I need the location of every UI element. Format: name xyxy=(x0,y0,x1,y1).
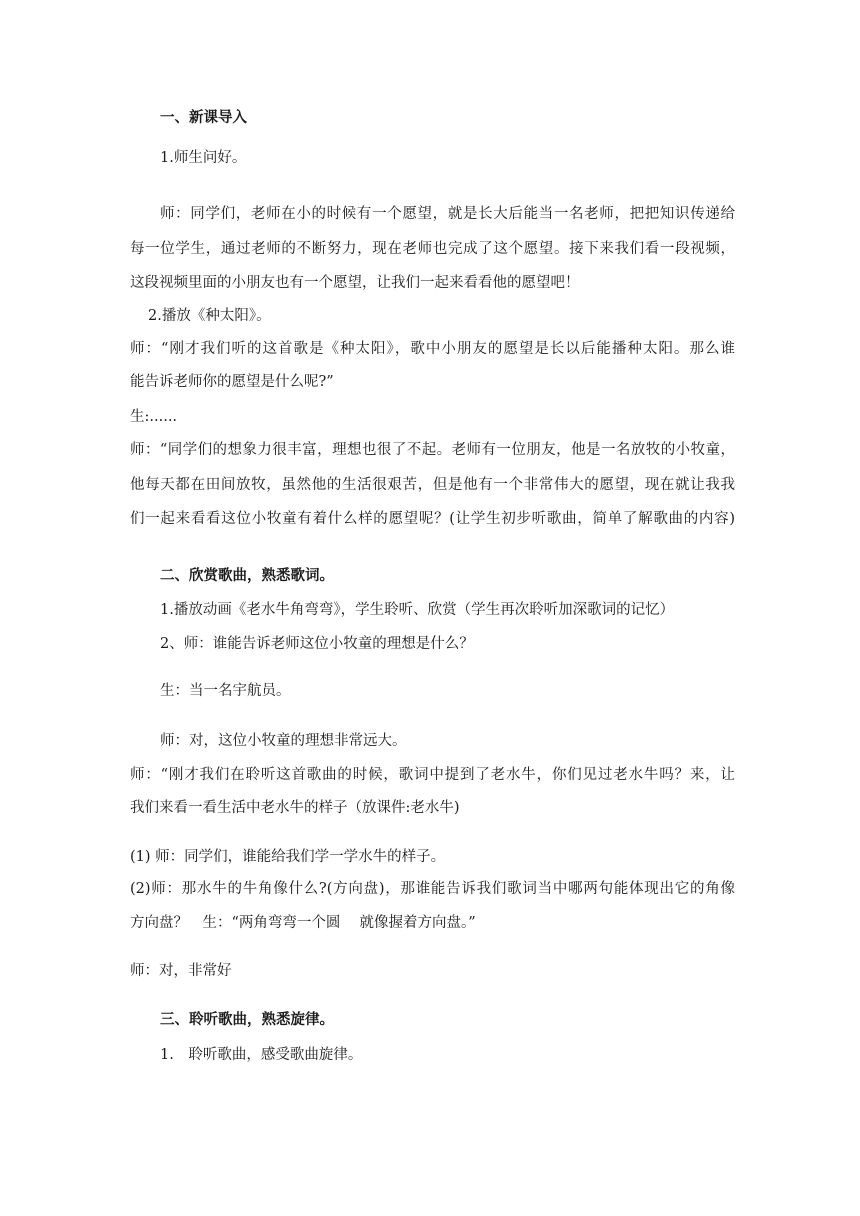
paragraph-line: 每一位学生，通过老师的不断努力，现在老师也完成了这个愿望。接下来我们看一段视频， xyxy=(130,241,735,257)
paragraph-line: 师：“同学们的想象力很丰富，理想也很了不起。老师有一位朋友，他是一名放牧的小牧童， xyxy=(130,442,735,458)
section-heading-1: 一、新课导入 xyxy=(160,110,247,126)
section-heading-2: 二、欣赏歌曲，熟悉歌词。 xyxy=(160,568,334,584)
paragraph-line: (2)师：那水牛的牛角像什么?(方向盘)，那谁能告诉我们歌词当中哪两句能体现出它的角像 xyxy=(130,881,735,897)
paragraph-line: 们一起来看看这位小牧童有着什么样的愿望呢？(让学生初步听歌曲，简单了解歌曲的内容) xyxy=(130,511,735,527)
paragraph-line: 1.师生问好。 xyxy=(160,150,247,166)
paragraph-line: 他每天都在田间放牧，虽然他的生活很艰苦，但是他有一个非常伟大的愿望，现在就让我我 xyxy=(130,477,735,493)
paragraph-line: 这段视频里面的小朋友也有一个愿望，让我们一起来看看他的愿望吧！ xyxy=(130,275,580,291)
paragraph-line: (1) 师：同学们，谁能给我们学一学水牛的样子。 xyxy=(130,849,446,865)
paragraph-line: 我们来看一看生活中老水牛的样子（放课件:老水牛) xyxy=(130,800,460,816)
paragraph-line: 师：“刚才我们在聆听这首歌曲的时候，歌词中提到了老水牛，你们见过老水牛吗？来，让 xyxy=(130,767,735,783)
paragraph-line: 生：当一名宇航员。 xyxy=(160,683,291,699)
paragraph-line: 2.播放《种太阳》。 xyxy=(148,308,271,324)
paragraph-line: 能告诉老师你的愿望是什么呢?” xyxy=(130,374,334,390)
paragraph-line: 1. 聆听歌曲，感受歌曲旋律。 xyxy=(160,1047,363,1063)
section-heading-3: 三、聆听歌曲，熟悉旋律。 xyxy=(160,1012,334,1028)
paragraph-line: 方向盘？ 生：“两角弯弯一个圆 就像握着方向盘。” xyxy=(130,915,476,931)
paragraph-line: 师：同学们，老师在小的时候有一个愿望，就是长大后能当一名老师，把把知识传递给 xyxy=(160,206,735,222)
paragraph-line: 师：“刚才我们听的这首歌是《种太阳》，歌中小朋友的愿望是长以后能播种太阳。那么谁 xyxy=(130,341,735,357)
paragraph-line: 师：对，非常好 xyxy=(130,963,232,979)
paragraph-line: 师：对，这位小牧童的理想非常远大。 xyxy=(160,733,407,749)
paragraph-line: 生:...... xyxy=(130,409,178,425)
paragraph-line: 1.播放动画《老水牛角弯弯》，学生聆听、欣赏（学生再次聆听加深歌词的记忆） xyxy=(160,602,675,618)
paragraph-line: 2、师：谁能告诉老师这位小牧童的理想是什么？ xyxy=(160,636,474,652)
